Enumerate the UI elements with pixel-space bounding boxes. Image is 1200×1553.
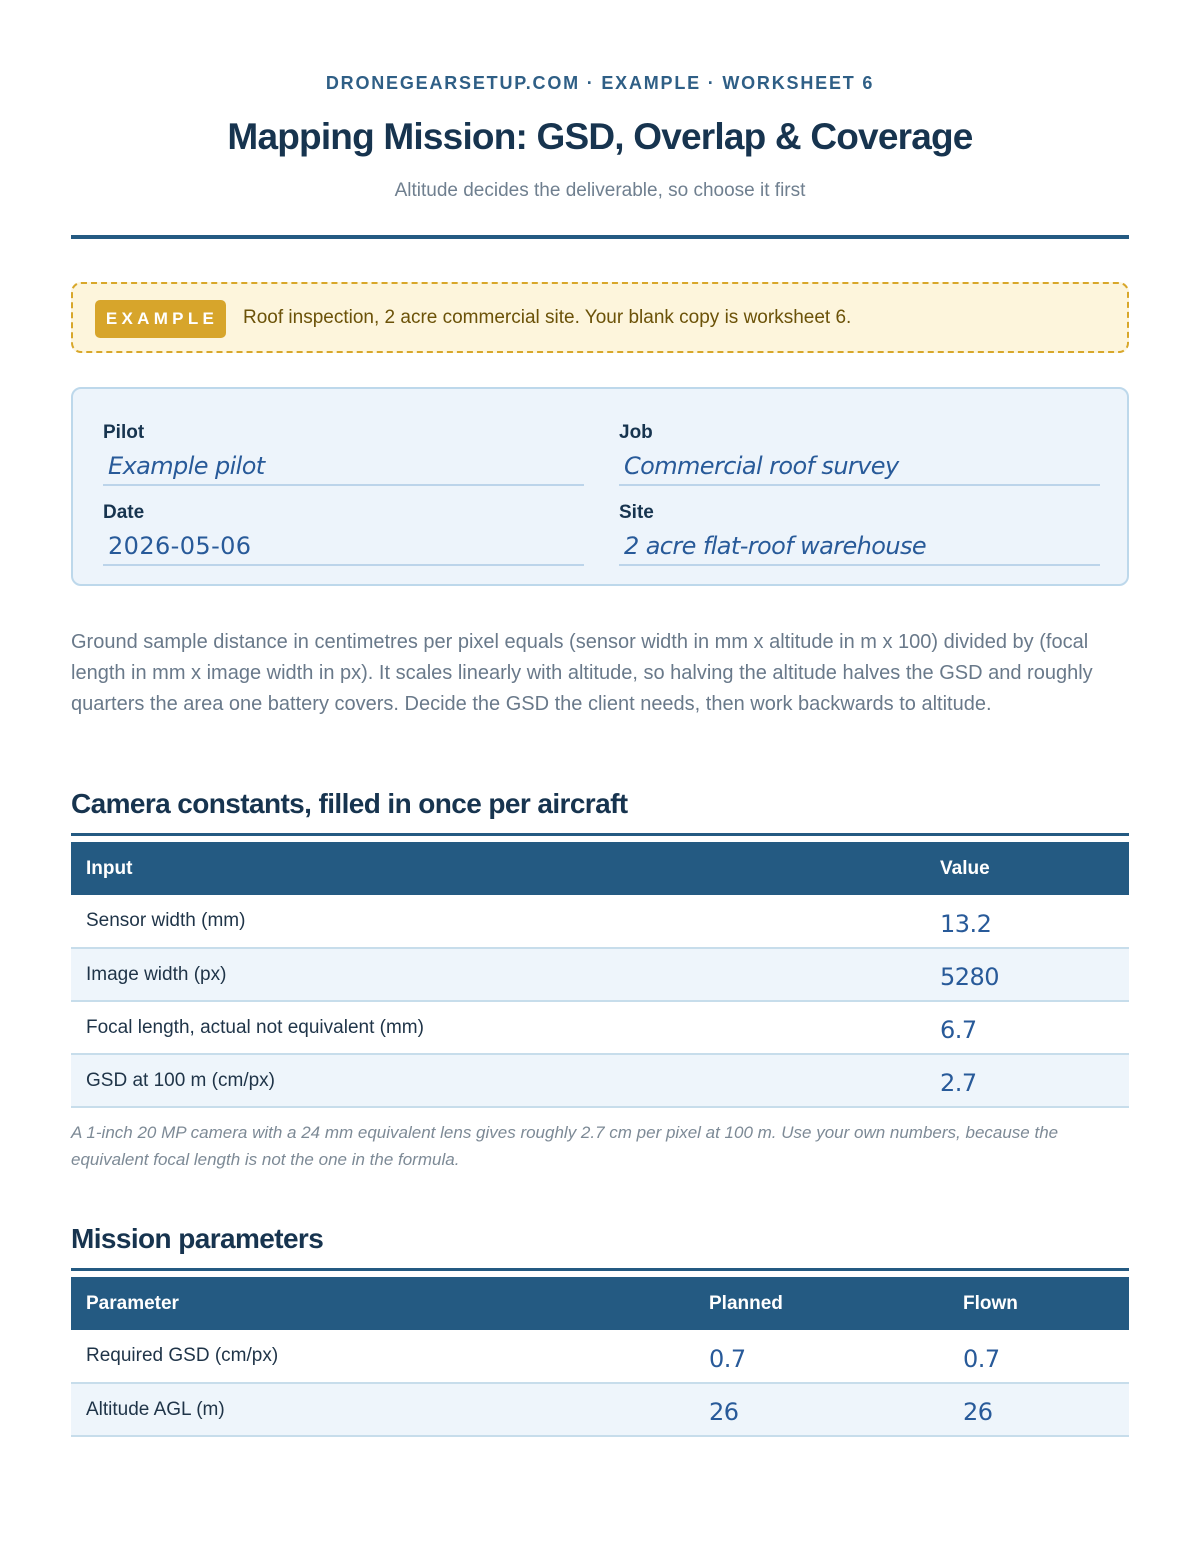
mission-section-rule [71, 1268, 1129, 1271]
pilot-underline [103, 484, 584, 486]
site-label: Site [619, 502, 654, 523]
camera-table-header-row [71, 842, 1129, 895]
value-column-header: Value [925, 842, 1129, 895]
worksheet-details-box [71, 387, 1129, 586]
job-field[interactable] [619, 422, 1100, 487]
focal-length-label: Focal length, actual not equivalent (mm) [71, 1001, 925, 1054]
gsd-at-100m-label: GSD at 100 m (cm/px) [71, 1054, 925, 1107]
example-banner [71, 282, 1129, 353]
image-width-label: Image width (px) [71, 948, 925, 1001]
table-row [71, 1383, 1129, 1436]
required-gsd-flown-value[interactable]: 0.7 [948, 1330, 1129, 1383]
mission-parameters-title: Mission parameters [71, 1223, 324, 1254]
date-label: Date [103, 502, 145, 523]
site-value: 2 acre flat-roof warehouse [624, 532, 927, 560]
header-divider [71, 235, 1129, 239]
table-row [71, 1054, 1129, 1107]
table-row [71, 895, 1129, 948]
input-column-header: Input [71, 842, 925, 895]
camera-note: A 1-inch 20 MP camera with a 24 mm equivalent lens gives roughly 2.7 cm per pixel at 100 m. Use your own numbers, because the equivalent focal length is not the one in the formula. [71, 1123, 1059, 1169]
camera-constants-table [71, 842, 1129, 1108]
sensor-width-value[interactable]: 13.2 [925, 895, 1129, 948]
mission-parameters-table [71, 1277, 1129, 1437]
flown-column-header: Flown [948, 1277, 1129, 1330]
job-label: Job [619, 422, 653, 443]
table-row [71, 948, 1129, 1001]
job-value: Commercial roof survey [624, 452, 899, 480]
date-field[interactable] [103, 502, 584, 567]
altitude-agl-label: Altitude AGL (m) [71, 1383, 694, 1436]
pilot-value: Example pilot [108, 452, 265, 480]
required-gsd-planned-value[interactable]: 0.7 [694, 1330, 948, 1383]
pilot-label: Pilot [103, 422, 145, 443]
example-banner-text: Roof inspection, 2 acre commercial site. Your blank copy is worksheet 6. [243, 307, 852, 328]
worksheet-kicker: DRONEGEARSETUP.COM · EXAMPLE · WORKSHEET 6 [325, 73, 875, 93]
required-gsd-label: Required GSD (cm/px) [71, 1330, 694, 1383]
parameter-column-header: Parameter [71, 1277, 694, 1330]
table-row [71, 1330, 1129, 1383]
gsd-at-100m-value[interactable]: 2.7 [925, 1054, 1129, 1107]
job-underline [619, 484, 1100, 486]
focal-length-value[interactable]: 6.7 [925, 1001, 1129, 1054]
date-underline [103, 564, 584, 566]
site-underline [619, 564, 1100, 566]
page-title: Mapping Mission: GSD, Overlap & Coverage [227, 116, 973, 157]
site-field[interactable] [619, 502, 1100, 567]
page-subtitle: Altitude decides the deliverable, so choose it first [394, 180, 806, 201]
gsd-intro-paragraph: Ground sample distance in centimetres per pixel equals (sensor width in mm x altitude in m x 100) divided by (focal length in mm x image width in px). It scales linearly with altitude, so halving the altitude halves the GSD and roughly quarters the area one battery covers. Decide the GSD the client needs, then work backwards to altitude. [71, 631, 1093, 715]
planned-column-header: Planned [694, 1277, 948, 1330]
altitude-agl-planned-value[interactable]: 26 [694, 1383, 948, 1436]
example-badge: EXAMPLE [95, 300, 226, 338]
sensor-width-label: Sensor width (mm) [71, 895, 925, 948]
altitude-agl-flown-value[interactable]: 26 [948, 1383, 1129, 1436]
pilot-field[interactable] [103, 422, 584, 487]
camera-section-rule [71, 833, 1129, 836]
mission-table-header-row [71, 1277, 1129, 1330]
image-width-value[interactable]: 5280 [925, 948, 1129, 1001]
camera-constants-title: Camera constants, filled in once per aircraft [71, 788, 628, 819]
table-row [71, 1001, 1129, 1054]
date-value: 2026-05-06 [108, 532, 252, 560]
